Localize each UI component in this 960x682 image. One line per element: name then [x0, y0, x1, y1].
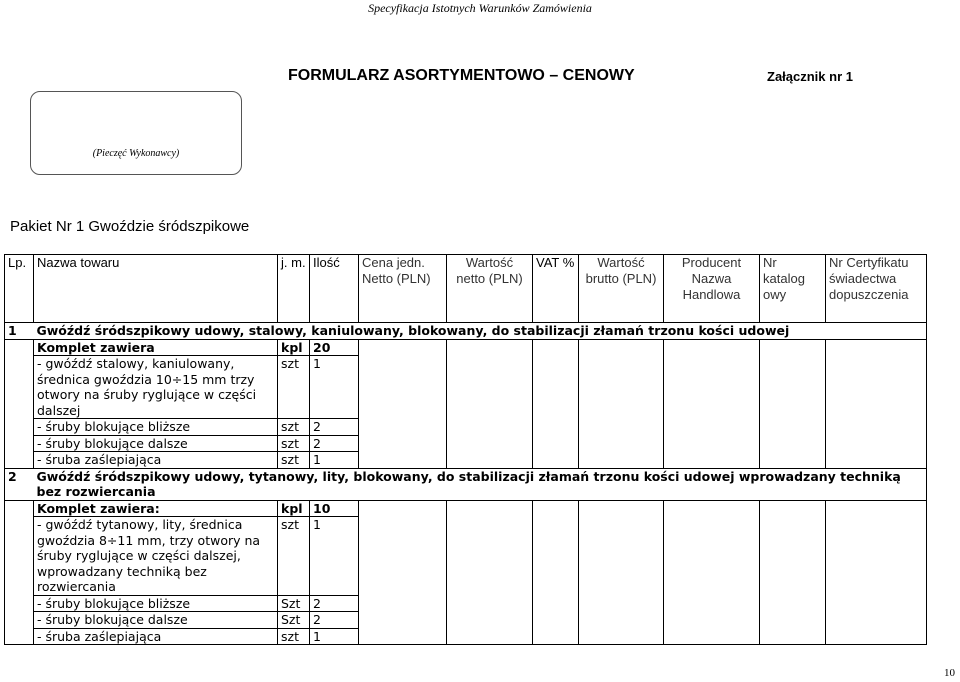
component-name: - śruby blokujące dalsze — [34, 435, 278, 452]
header-net-value: Wartość netto (PLN) — [447, 255, 533, 323]
stamp-label: (Pieczęć Wykonawcy) — [92, 148, 180, 159]
header-unit-price: Cena jedn. Netto (PLN) — [359, 255, 447, 323]
set-unit: kpl — [278, 500, 310, 517]
header-gross-value: Wartość brutto (PLN) — [579, 255, 664, 323]
header-catalog-number: Nr katalog owy — [760, 255, 826, 323]
component-quantity: 2 — [310, 419, 359, 436]
table-row — [5, 517, 927, 596]
component-quantity: 2 — [310, 595, 359, 612]
component-quantity: 1 — [310, 452, 359, 469]
component-name: - śruba zaślepiająca — [34, 628, 278, 645]
table-row — [5, 339, 927, 356]
item-title: Gwóźdź śródszpikowy udowy, tytanowy, lity, blokowany, do stabilizacji złamań trzonu kości udowej wprowadzany techniką bez rozwiercania — [34, 468, 927, 500]
component-quantity: 1 — [310, 356, 359, 419]
header-name: Nazwa towaru — [34, 255, 278, 323]
item-title: Gwóźdź śródszpikowy udowy, stalowy, kaniulowany, blokowany, do stabilizacji złamań trzonu kości udowej — [34, 323, 927, 340]
component-unit: szt — [278, 517, 310, 596]
component-name: - gwóźdź stalowy, kaniulowany, średnica gwoździa 10÷15 mm trzy otwory na śruby ryglujące w części dalszej — [34, 356, 278, 419]
annex-label: Załącznik nr 1 — [767, 69, 853, 84]
table-row — [5, 356, 927, 419]
component-unit: szt — [278, 452, 310, 469]
component-unit: szt — [278, 628, 310, 645]
table-row — [5, 595, 927, 612]
item-number: 1 — [5, 323, 34, 340]
component-quantity: 1 — [310, 628, 359, 645]
header-unit: j. m. — [278, 255, 310, 323]
component-unit: szt — [278, 419, 310, 436]
header-certificate: Nr Certyfikatu świadectwa dopuszczenia — [826, 255, 927, 323]
item-title-row — [5, 323, 927, 340]
component-name: - śruby blokujące dalsze — [34, 612, 278, 629]
component-quantity: 2 — [310, 612, 359, 629]
form-title: FORMULARZ ASORTYMENTOWO – CENOWY — [288, 67, 635, 84]
set-label: Komplet zawiera: — [34, 500, 278, 517]
component-unit: szt — [278, 435, 310, 452]
table-row — [5, 612, 927, 629]
stamp-box — [30, 91, 242, 175]
component-name: - śruby blokujące bliższe — [34, 595, 278, 612]
assortment-price-table — [4, 254, 927, 645]
set-quantity: 10 — [310, 500, 359, 517]
component-quantity: 2 — [310, 435, 359, 452]
package-title: Pakiet Nr 1 Gwoździe śródszpikowe — [10, 218, 250, 235]
set-label: Komplet zawiera — [34, 339, 278, 356]
header-qty: Ilość — [310, 255, 359, 323]
component-quantity: 1 — [310, 517, 359, 596]
page-number: 10 — [944, 667, 955, 679]
item-number: 2 — [5, 468, 34, 500]
set-quantity: 20 — [310, 339, 359, 356]
document-header: Specyfikacja Istotnych Warunków Zamówienia — [368, 1, 592, 15]
item-title-row — [5, 468, 927, 500]
component-unit: Szt — [278, 612, 310, 629]
header-vat: VAT % — [533, 255, 579, 323]
component-unit: Szt — [278, 595, 310, 612]
table-header-row — [5, 255, 927, 323]
header-lp: Lp. — [5, 255, 34, 323]
component-name: - gwóźdź tytanowy, lity, średnica gwoździa 8÷11 mm, trzy otwory na śruby ryglujące w części dalszej, wprowadzany techniką bez rozwiercania — [34, 517, 278, 596]
component-name: - śruba zaślepiająca — [34, 452, 278, 469]
set-unit: kpl — [278, 339, 310, 356]
table-row — [5, 419, 927, 436]
table-row — [5, 452, 927, 469]
component-name: - śruby blokujące bliższe — [34, 419, 278, 436]
header-producer: Producent Nazwa Handlowa — [664, 255, 760, 323]
table-row — [5, 628, 927, 645]
component-unit: szt — [278, 356, 310, 419]
table-row — [5, 500, 927, 517]
table-row — [5, 435, 927, 452]
